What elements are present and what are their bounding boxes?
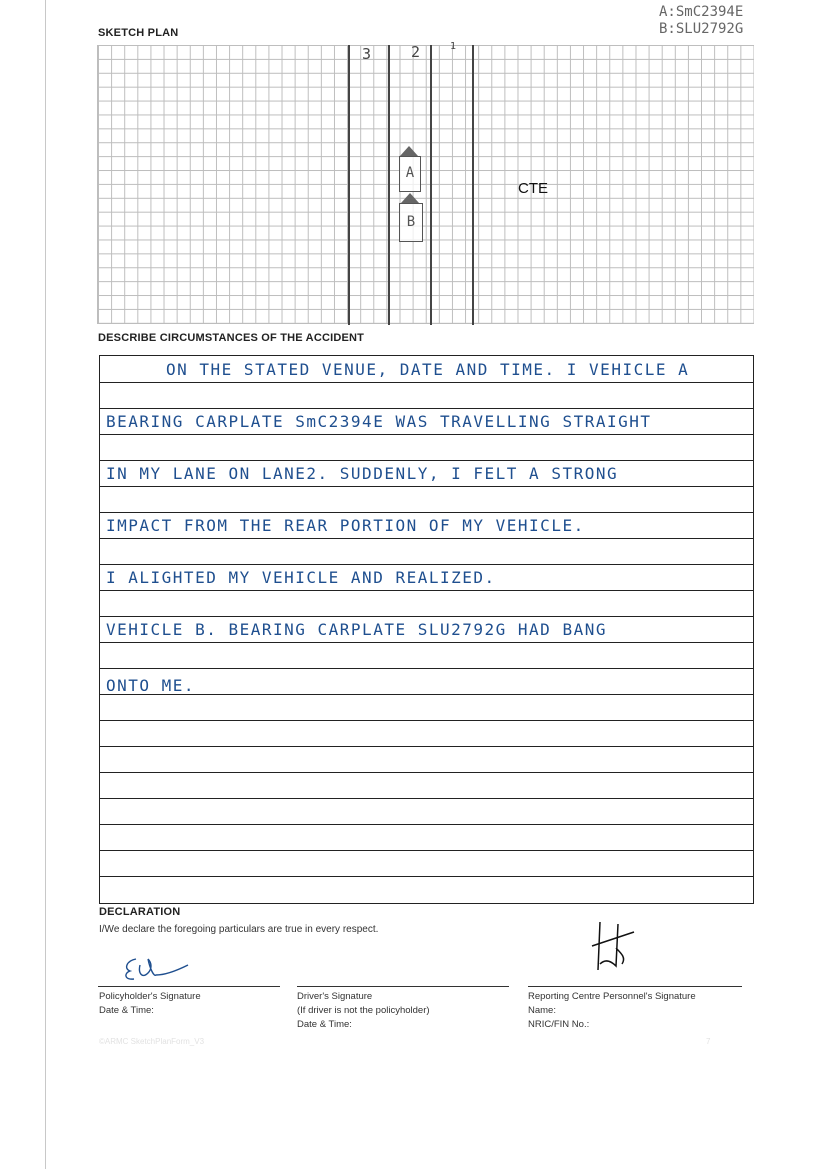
lane-divider-2-1 [430, 45, 432, 325]
sketch-plan-title: SKETCH PLAN [98, 27, 179, 39]
circumstance-line-5: I ALIGHTED MY VEHICLE AND REALIZED. [106, 568, 496, 587]
driver-date-label: Date & Time: [297, 1019, 352, 1030]
driver-note: (If driver is not the policyholder) [297, 1005, 430, 1016]
lane-number-1: 1 [450, 41, 457, 52]
writing-rule [100, 798, 753, 799]
writing-rule [100, 824, 753, 825]
writing-rule [100, 876, 753, 877]
writing-rule [100, 746, 753, 747]
lane-number-2: 2 [411, 43, 421, 61]
writing-rule [100, 616, 753, 617]
lane-divider-3-2 [388, 45, 390, 325]
declaration-text: I/We declare the foregoing particulars are true in every respect. [99, 924, 379, 935]
reporting-nric-label: NRIC/FIN No.: [528, 1019, 590, 1030]
policyholder-signature-label: Policyholder's Signature [99, 991, 201, 1002]
vehicle-b: B [399, 203, 423, 242]
sketch-grid [97, 45, 754, 324]
reporting-name-label: Name: [528, 1005, 556, 1016]
policyholder-signature-line [98, 986, 280, 987]
driver-signature-label: Driver's Signature [297, 991, 373, 1002]
vehicle-b-nose [401, 193, 419, 203]
circumstances-box [99, 355, 754, 904]
writing-rule [100, 460, 753, 461]
vehicle-a-nose [400, 146, 418, 156]
writing-rule [100, 668, 753, 669]
writing-rule [100, 486, 753, 487]
circumstance-line-2: BEARING CARPLATE SmC2394E WAS TRAVELLING STRAIGHT [106, 412, 652, 431]
writing-rule [100, 694, 753, 695]
driver-signature-line [297, 986, 509, 987]
policyholder-date-label: Date & Time: [99, 1005, 154, 1016]
reporting-signature-label: Reporting Centre Personnel's Signature [528, 991, 696, 1002]
circumstance-line-4: IMPACT FROM THE REAR PORTION OF MY VEHICLE. [106, 516, 585, 535]
writing-rule [100, 590, 753, 591]
vehicle-note-a: A:SmC2394E [659, 4, 744, 20]
scan-edge-line [45, 0, 46, 1169]
vehicle-a: A [399, 156, 421, 192]
reporting-officer-signature-scribble [588, 918, 638, 974]
writing-rule [100, 720, 753, 721]
circumstance-line-6: VEHICLE B. BEARING CARPLATE SLU2792G HAD BANG [106, 620, 607, 639]
circumstance-line-7: ONTO ME. [106, 676, 196, 695]
circumstances-title: DESCRIBE CIRCUMSTANCES OF THE ACCIDENT [98, 332, 365, 344]
road-edge-right [472, 45, 474, 325]
circumstance-line-3: IN MY LANE ON LANE2. SUDDENLY, I FELT A STRONG [106, 464, 619, 483]
writing-rule [100, 408, 753, 409]
lane-number-3: 3 [362, 45, 372, 63]
writing-rule [100, 850, 753, 851]
policyholder-signature-scribble [118, 955, 193, 983]
writing-rule [100, 538, 753, 539]
writing-rule [100, 512, 753, 513]
writing-rule [100, 642, 753, 643]
road-edge-left [348, 45, 350, 325]
writing-rule [100, 434, 753, 435]
vehicle-note-b: B:SLU2792G [659, 21, 744, 37]
reporting-signature-line [528, 986, 742, 987]
circumstance-line-1: ON THE STATED VENUE, DATE AND TIME. I VEHICLE A [166, 360, 690, 379]
writing-rule [100, 772, 753, 773]
road-label-cte: CTE [518, 180, 548, 197]
declaration-title: DECLARATION [99, 906, 181, 918]
form-id: ©ARMC SketchPlanForm_V3 [99, 1037, 205, 1046]
writing-rule [100, 564, 753, 565]
writing-rule [100, 382, 753, 383]
page-number: 7 [706, 1037, 711, 1046]
